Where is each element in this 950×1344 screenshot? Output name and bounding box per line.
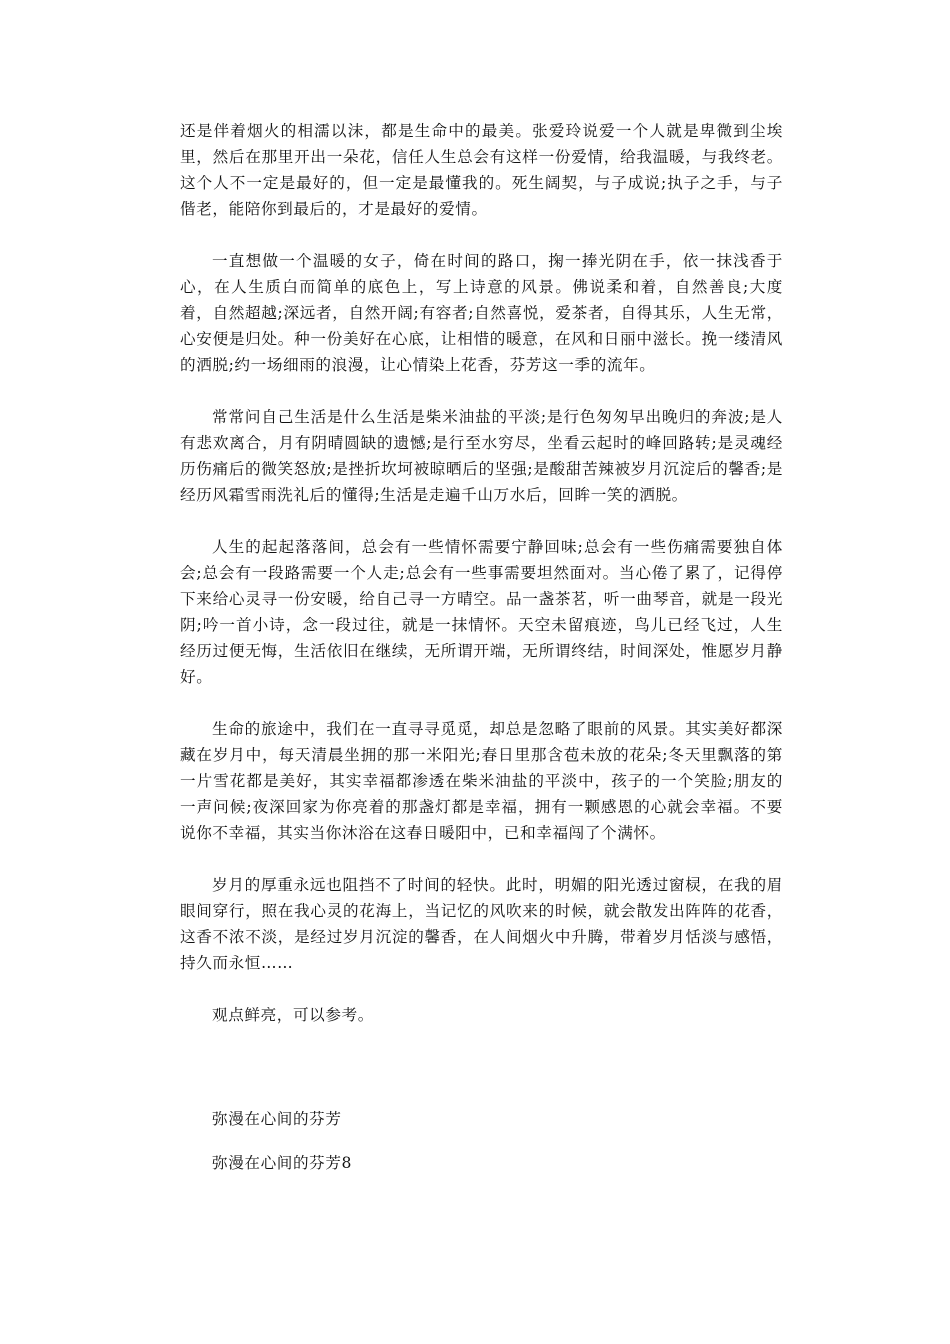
paragraph-4: 人生的起起落落间，总会有一些情怀需要宁静回味;总会有一些伤痛需要独自体会;总会有一段路需要一个人走;总会有一些事需要坦然面对。当心倦了累了，记得停下来给心灵寻一份安暖，给自己寻一方晴空。品一盏茶茗，听一曲琴音，就是一段光阴;吟一首小诗，念一段过往，就是一抹情怀。天空未留痕迹，鸟儿已经飞过，人生经历过便无悔，生活依旧在继续，无所谓开端，无所谓终结，时间深处，惟愿岁月静好。: [180, 538, 783, 686]
section-spacer: [180, 1054, 783, 1106]
paragraph-6: 岁月的厚重永远也阻挡不了时间的轻快。此时，明媚的阳光透过窗棂，在我的眉眼间穿行，照在我心灵的花海上，当记忆的风吹来的时候，就会散发出阵阵的花香，这香不浓不淡，是经过岁月沉淀的馨香，在人间烟火中升腾，带着岁月恬淡与感悟，持久而永恒……: [180, 876, 783, 972]
paragraph-7: 观点鲜亮，可以参考。: [212, 1006, 374, 1024]
paragraph-5: 生命的旅途中，我们在一直寻寻觅觅，却总是忽略了眼前的风景。其实美好都深藏在岁月中，每天清晨坐拥的那一米阳光;春日里那含苞未放的花朵;冬天里飘落的第一片雪花都是美好，其实幸福都渗透在柴米油盐的平淡中，孩子的一个笑脸;朋友的一声问候;夜深回家为你亮着的那盏灯都是幸福，拥有一颗感恩的心就会幸福。不要说你不幸福，其实当你沐浴在这春日暖阳中，已和幸福闯了个满怀。: [180, 720, 783, 842]
document-body: [180, 118, 783, 1194]
paragraph-3: 常常问自己生活是什么生活是柴米油盐的平淡;是行色匆匆早出晚归的奔波;是人有悲欢离合，月有阴晴圆缺的遗憾;是行至水穷尽，坐看云起时的峰回路转;是灵魂经历伤痛后的微笑怒放;是挫折坎坷被晾晒后的坚强;是酸甜苦辣被岁月沉淀后的馨香;是经历风霜雪雨洗礼后的懂得;生活是走遍千山万水后，回眸一笑的洒脱。: [180, 408, 783, 504]
article-subtitle: 弥漫在心间的芬芳8: [212, 1154, 353, 1172]
paragraph-1: 还是伴着烟火的相濡以沫，都是生命中的最美。张爱玲说爱一个人就是卑微到尘埃里，然后在那里开出一朵花，信任人生总会有这样一份爱情，给我温暖，与我终老。这个人不一定是最好的，但一定是最懂我的。死生阔契，与子成说;执子之手，与子偕老，能陪你到最后的，才是最好的爱情。: [180, 122, 783, 218]
article-title: 弥漫在心间的芬芳: [212, 1110, 342, 1128]
paragraph-2: 一直想做一个温暖的女子，倚在时间的路口，掬一捧光阴在手，依一抹浅香于心，在人生质白而简单的底色上，写上诗意的风景。佛说柔和着，自然善良;大度着，自然超越;深远者，自然开阔;有容者;自然喜悦，爱茶者，自得其乐，人生无常，心安便是归处。种一份美好在心底，让相惜的暖意，在风和日丽中滋长。挽一缕清风的洒脱;约一场细雨的浪漫，让心情染上花香，芬芳这一季的流年。: [180, 252, 783, 374]
